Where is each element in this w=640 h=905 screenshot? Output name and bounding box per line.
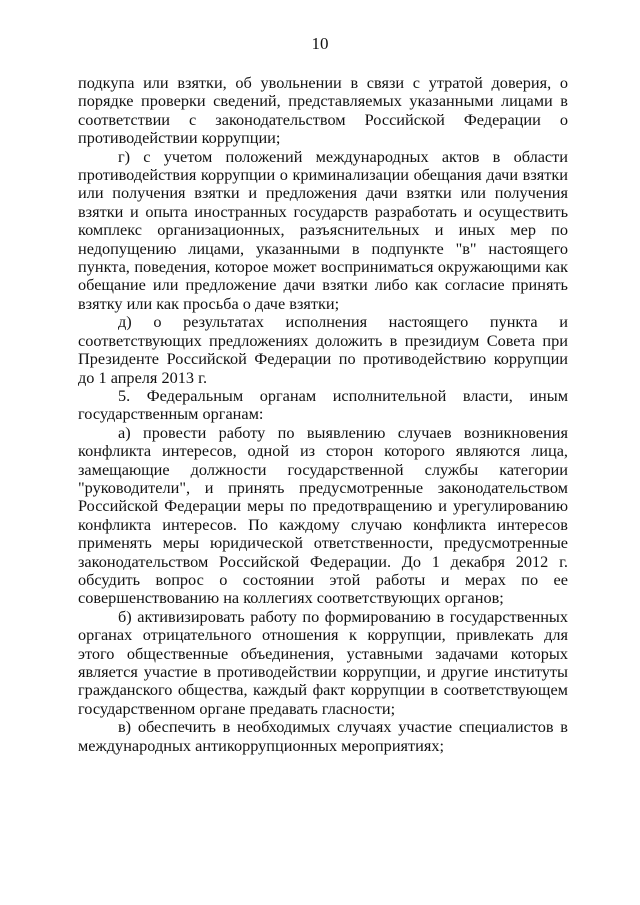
paragraph-item-b: б) активизировать работу по формированию в государственных органах отрицательного отношения к коррупции, привлекать для этого общественные объединения, уставными задачами которых является участие в противодействии коррупции, и другие институты гражданского общества, каждый факт коррупции в соответствующем государственном органе предавать гласности; <box>78 606 568 718</box>
document-body <box>78 74 568 755</box>
paragraph-item-d: д) о результатах исполнения настоящего пункта и соответствующих предложениях доложить в президиум Совета при Президенте Российской Федерации по противодействию коррупции до 1 апреля 2013 г. <box>78 312 568 387</box>
page-number: 10 <box>311 34 329 53</box>
paragraph-item-g: г) с учетом положений международных актов в области противодействия коррупции о криминализации обещания дачи взятки или получения взятки и предложения дачи взятки или получения взятки и опыта иностранных государств разработать и осуществить комплекс организационных, разъяснительных и иных мер по недопущению лицами, указанными в подпункте "в" настоящего пункта, поведения, которое может восприниматься окружающими как обещание или предложение дачи взятки либо как согласие принять взятку или как просьба о даче взятки; <box>78 146 568 313</box>
paragraph-item-a: а) провести работу по выявлению случаев возникновения конфликта интересов, одной из сторон которого являются лица, замещающие должности государственной службы категории "руководители", и принять предусмотренные законодательством Российской Федерации меры по предотвращению и урегулированию конфликта интересов. По каждому случаю конфликта интересов применять меры юридической ответственности, предусмотренные законодательством Российской Федерации. До 1 декабря 2012 г. обсудить вопрос о состоянии этой работы и мерах по ее совершенствованию на коллегиях соответствующих органов; <box>78 422 568 608</box>
paragraph-item-v: в) обеспечить в необходимых случаях участие специалистов в международных антикоррупционных мероприятиях; <box>78 717 568 755</box>
paragraph-section-5: 5. Федеральным органам исполнительной власти, иным государственным органам: <box>78 385 568 424</box>
paragraph-continuation: подкупа или взятки, об увольнении в связи с утратой доверия, о порядке проверки сведений, представляемых указанными лицами в соответствии с законодательством Российской Федерации о противодействии коррупции; <box>78 73 568 148</box>
